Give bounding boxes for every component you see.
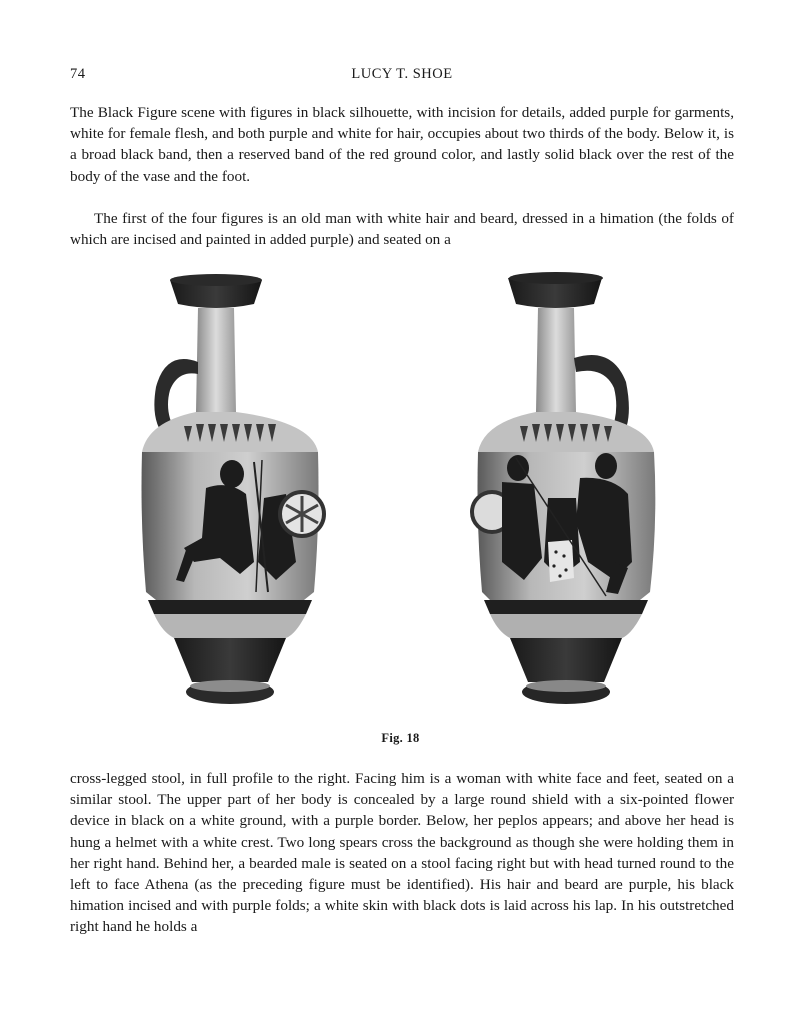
running-head: LUCY T. SHOE bbox=[351, 66, 453, 82]
figure-caption: Fig. 18 bbox=[381, 731, 420, 745]
figure-vase-photographs bbox=[136, 262, 666, 720]
page-number: 74 bbox=[70, 66, 86, 82]
left-vase-image bbox=[142, 274, 325, 704]
page-header bbox=[70, 66, 734, 86]
paragraph-seated-figures: cross-legged stool, in full profile to the right. Facing him is a woman with white face and feet, seated on a similar stool. The upper part of her body is concealed by a large round shield with a six-pointed flower device in black on a white ground, with a purple border. Below, her peplos appears; and above her head is hung a helmet with a white crest. Two long spears cross the background as though she were holding them in her right hand. Behind her, a bearded male is seated on a stool facing right but with head turned round to the left to face Athena (as the preceding figure must be identified). His hair and beard are purple, his black himation incised and with purple folds; a white skin with black dots is laid across his lap. In his outstretched right hand he holds a bbox=[70, 770, 734, 936]
paragraph-black-figure-scene: The Black Figure scene with figures in black silhouette, with incision for details, added purple for garments, white for female flesh, and both purple and white for hair, occupies about two thirds of the body. Below it, is a broad black band, then a reserved band of the red ground color, and lastly solid black over the rest of the body of the vase and the foot. bbox=[70, 104, 734, 185]
paragraph-first-figure: The first of the four figures is an old man with white hair and beard, dressed in a himation (the folds of which are incised and painted in added purple) and seated on a bbox=[70, 210, 734, 249]
right-vase-image bbox=[472, 272, 655, 704]
